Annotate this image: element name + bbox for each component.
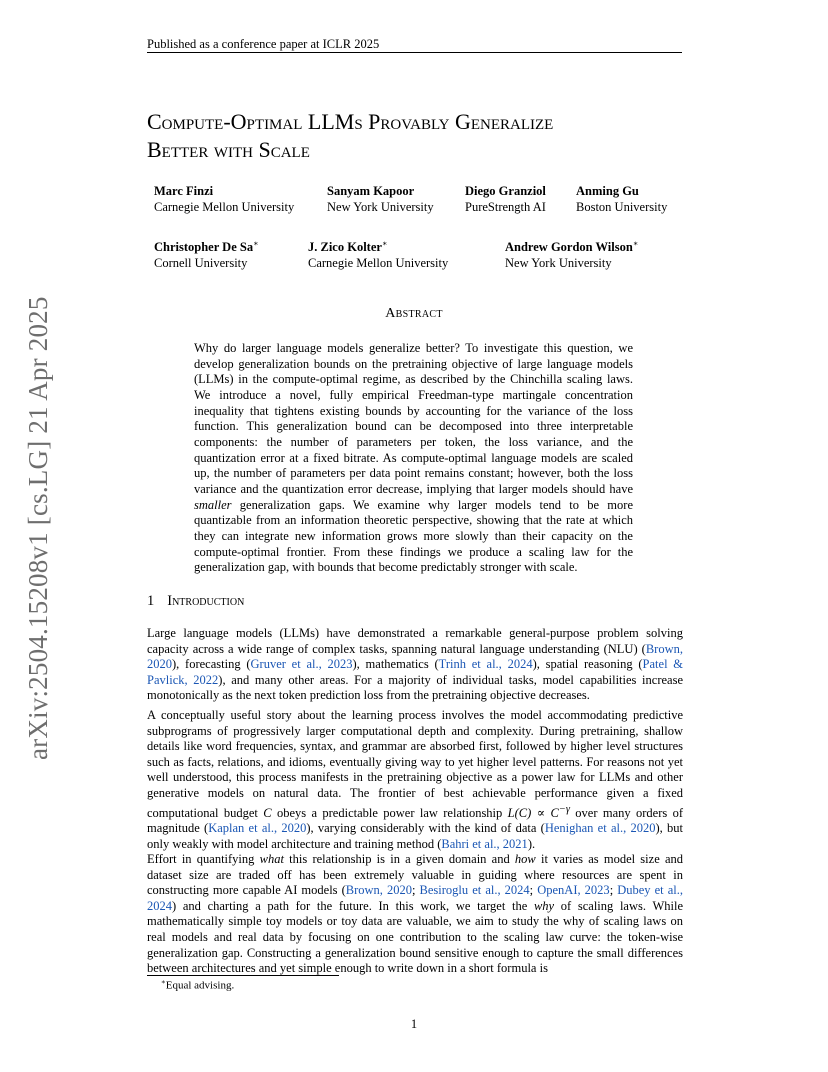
- paragraph: Effort in quantifying what this relationship is in a given domain and how it varies as model size and dataset size are traded off has been extremely valuable in guiding where resources are spent in constructing more capable AI models (Brown, 2020; Besiroglu et al., 2024; OpenAI, 2023; Dubey et al., 2024) and charting a path for the future. In this work, we target the why of scaling laws. While mathematically simple toy models or toy data are valuable, we aim to study the why of scaling laws on real models and real data by focusing on one contribution to the scaling law curve: the token-wise generalization gap. Constructing a generalization bound sensitive enough to capture the small differences between architectures and yet simple enough to write down in a short formula is: [147, 852, 684, 976]
- abstract-heading: Abstract: [385, 306, 443, 321]
- math-symbol: C: [263, 805, 272, 820]
- author-block: [576, 183, 667, 215]
- author-name: Christopher De Sa: [154, 240, 254, 255]
- page-number: 1: [410, 1017, 418, 1031]
- author-affiliation: PureStrength AI: [465, 200, 546, 214]
- running-header: Published as a conference paper at ICLR 2025: [147, 37, 380, 51]
- author-block: [154, 236, 259, 271]
- section-heading: [147, 593, 244, 610]
- author-affiliation: Boston University: [576, 200, 668, 214]
- author-block: [308, 236, 448, 271]
- author-block: [327, 183, 434, 215]
- author-name: J. Zico Kolter: [308, 240, 382, 255]
- author-name: Diego Granziol: [465, 184, 546, 198]
- author-affiliation: New York University: [327, 200, 434, 214]
- citation-link[interactable]: Henighan et al., 2020: [544, 821, 656, 836]
- section-number: 1: [147, 593, 155, 609]
- citation-link[interactable]: Trinh et al., 2024: [438, 657, 533, 672]
- citation-link[interactable]: Dubey et al., 2024: [147, 883, 683, 913]
- citation-link[interactable]: OpenAI, 2023: [537, 883, 610, 898]
- citation-link[interactable]: Bahri et al., 2021: [441, 836, 528, 851]
- paper-title: [147, 108, 553, 164]
- author-affiliation: Cornell University: [154, 256, 248, 271]
- math-expression: $L(C) \propto C^{-\gamma}$: [507, 803, 570, 820]
- author-block: [465, 183, 546, 215]
- title-line-2: Better with Scale: [147, 137, 310, 162]
- author-block: [154, 183, 294, 215]
- paragraph: Large language models (LLMs) have demonstrated a remarkable general-purpose problem solving capacity across a wide range of complex tasks, spanning natural language understanding (NLU) (Brown, 2020), forecasting (Gruver et al., 2023), mathematics (Trinh et al., 2024), spatial reasoning (Patel & Pavlick, 2022), and many other areas. For a majority of individual tasks, model capabilities increase monotonically as the next token prediction loss from the pretraining objective decreases.: [147, 626, 684, 703]
- citation-link[interactable]: Kaplan et al., 2020: [208, 821, 307, 836]
- emphasis: what: [259, 852, 284, 866]
- emphasis: smaller: [194, 497, 232, 512]
- author-name: Anming Gu: [576, 184, 639, 198]
- citation-link[interactable]: Brown, 2020: [345, 883, 412, 898]
- equal-advising-mark: ∗: [632, 239, 639, 248]
- emphasis: how: [514, 852, 536, 866]
- footnote: ∗Equal advising.: [161, 978, 235, 992]
- paragraph: A conceptually useful story about the learning process involves the model accommodating predictive subprograms of progressively larger computational depth and complexity. During pretraining, shallow details like word frequencies, syntax, and grammar are absorbed first, followed by higher level structures such as facts, relations, and idioms, eventually giving way to yet higher level patterns. For reasons not yet well understood, this process manifests in the pretraining objective as a power law for LLMs and other generative models on natural data. The frontier of best achievable performance given a fixed computational budget C obeys a predictable power law relationship $L(C) \propto C^{-\gamma}$ over many orders of magnitude (Kaplan et al., 2020), varying considerably with the kind of data (Henighan et al., 2020), but only weakly with model architecture and training method (Bahri et al., 2021).: [147, 708, 683, 851]
- equal-advising-mark: ∗: [381, 239, 388, 248]
- author-affiliation: Carnegie Mellon University: [308, 256, 449, 271]
- author-name: Marc Finzi: [154, 184, 214, 198]
- author-block: [505, 236, 638, 271]
- author-affiliation: Carnegie Mellon University: [154, 200, 295, 214]
- emphasis: why: [533, 898, 555, 913]
- citation-link[interactable]: Patel & Pavlick, 2022: [147, 657, 684, 687]
- equal-advising-mark: ∗: [253, 239, 259, 248]
- footnote-mark: ∗: [161, 978, 166, 986]
- arxiv-identifier[interactable]: arXiv:2504.15208v1 [cs.LG] 21 Apr 2025: [23, 296, 53, 760]
- author-name: Sanyam Kapoor: [327, 184, 415, 198]
- section-title: Introduction: [167, 593, 245, 609]
- author-name: Andrew Gordon Wilson: [505, 240, 633, 255]
- citation-link[interactable]: Gruver et al., 2023: [250, 657, 353, 672]
- header-rule: [147, 52, 682, 53]
- citation-link[interactable]: Besiroglu et al., 2024: [419, 883, 530, 898]
- title-line-1: Compute-Optimal LLMs Provably Generalize: [147, 109, 554, 134]
- footnote-rule: [147, 975, 339, 976]
- citation-link[interactable]: Brown, 2020: [147, 641, 683, 672]
- abstract-text: Why do larger language models generalize better? To investigate this question, we develop generalization bounds on the pretraining objective of large language models (LLMs) in the compute-optimal regime, as described by the Chinchilla scaling laws. We introduce a novel, fully empirical Freedman-type martingale concentration inequality that tightens existing bounds by accounting for the variance of the loss function. This generalization bound can be decomposed into three interpretable components: the number of parameters per token, the loss variance, and the quantization error at a fixed bitrate. As compute-optimal language models are scaled up, the number of parameters per data point remains constant; however, both the loss variance and the quantization error decrease, implying that larger models should have smaller generalization gaps. We examine why larger models tend to be more quantizable from an information theoretic perspective, showing that the rate at which they can integrate new information grows more slowly than their capacity on the compute-optimal frontier. From these findings we produce a scaling law for the generalization gap, with bounds that become predictably stronger with scale.: [194, 341, 633, 575]
- author-affiliation: New York University: [505, 256, 612, 271]
